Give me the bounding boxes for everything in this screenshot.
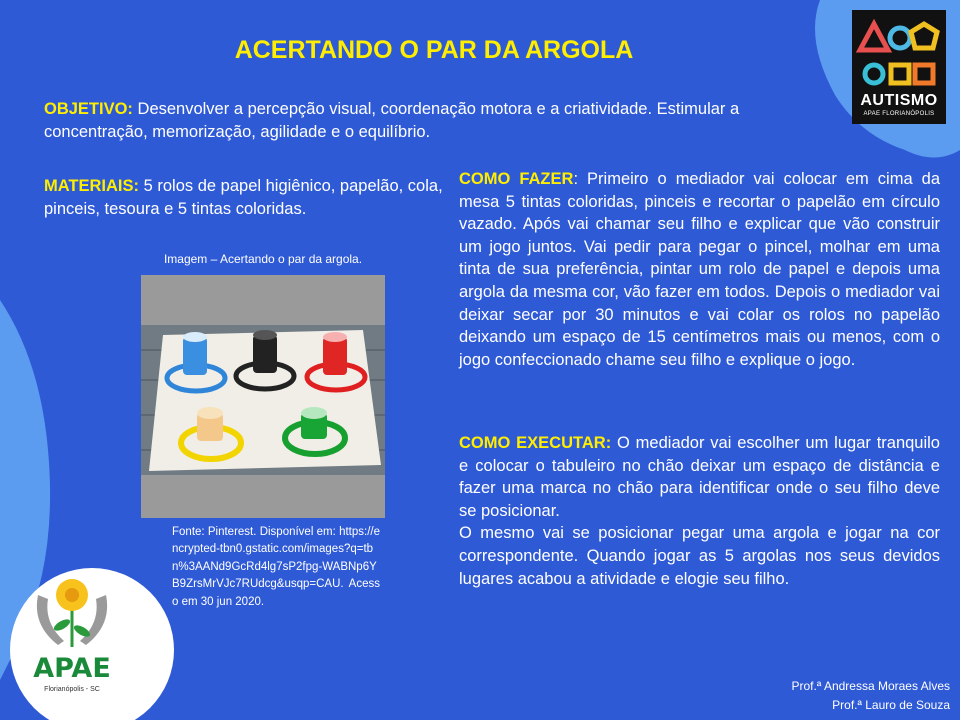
- autismo-logo: [852, 10, 946, 124]
- apae-word: APAE: [33, 653, 111, 684]
- credit-line-1: Prof.ª Andressa Moraes Alves: [791, 679, 950, 693]
- image-caption: Imagem – Acertando o par da argola.: [163, 252, 363, 266]
- autismo-shapes-icon: [852, 10, 946, 90]
- apae-logo: [18, 575, 148, 710]
- how-to-play-text-2: O mesmo vai se posicionar pegar uma argola e jogar na cor correspondente. Quando jogar as 5 argolas nos seus devidos lugares acabou a atividade e elogie seu filho.: [459, 524, 940, 588]
- how-to-make-paragraph: [459, 168, 940, 371]
- how-to-play-text: O mediador vai escolher um lugar tranquilo e colocar o tabuleiro no chão deixar um espaço de distância e fazer uma marca no chão para identificar onde o seu filho deve se posicionar.: [459, 434, 940, 520]
- autismo-subtitle: APAE FLORIANÓPOLIS: [863, 111, 935, 117]
- objective-label: OBJETIVO:: [44, 100, 133, 118]
- materials-label: MATERIAIS:: [44, 177, 140, 195]
- credits: [791, 677, 950, 715]
- objective-paragraph: [44, 98, 804, 143]
- materials-paragraph: [44, 175, 452, 220]
- image-source: Fonte: Pinterest. Disponível em: https://encrypted-tbn0.gstatic.com/images?q=tbn%3AANd9GcRd4lg7sP2fpg-WABNp6YB9ZrsMrVJc7RUdcg&usqp=CAU. Acesso em 30 jun 2020.: [172, 526, 380, 608]
- how-to-play-paragraph: [459, 432, 940, 590]
- objective-text: Desenvolver a percepção visual, coordenação motora e a criatividade. Estimular a concentração, memorização, agilidade e o equilíbrio.: [44, 100, 740, 141]
- how-to-make-label: COMO FAZER: [459, 170, 574, 188]
- page-title: ACERTANDO O PAR DA ARGOLA: [234, 36, 634, 64]
- flower-hands-icon: [18, 575, 126, 655]
- game-photo: [141, 275, 385, 518]
- credit-line-2: Prof.ª Lauro de Souza: [832, 698, 950, 712]
- materials-text: 5 rolos de papel higiênico, papelão, cola, pinceis, tesoura e 5 tintas coloridas.: [44, 177, 443, 218]
- how-to-play-label: COMO EXECUTAR:: [459, 434, 612, 452]
- apae-subtitle: Florianópolis - SC: [44, 686, 100, 693]
- how-to-make-text: : Primeiro o mediador vai colocar em cima da mesa 5 tintas coloridas, pinceis e recortar o papelão em círculo vazado. Após vai chamar seu filho e explicar que vão construir um jogo juntos. Vai pedir para pegar o pincel, molhar em uma tinta de sua preferência, pintar um rolo de papel e depois uma argola da mesma cor, vão fazer em todos. Depois o mediador vai deixar secar por 30 minutos e vai colar os rolos no papelão deixando um espaço de 15 centímetros mais ou menos, com o jogo confeccionado chame seu filho e explique o jogo.: [459, 170, 940, 369]
- autismo-word: AUTISMO: [860, 92, 938, 109]
